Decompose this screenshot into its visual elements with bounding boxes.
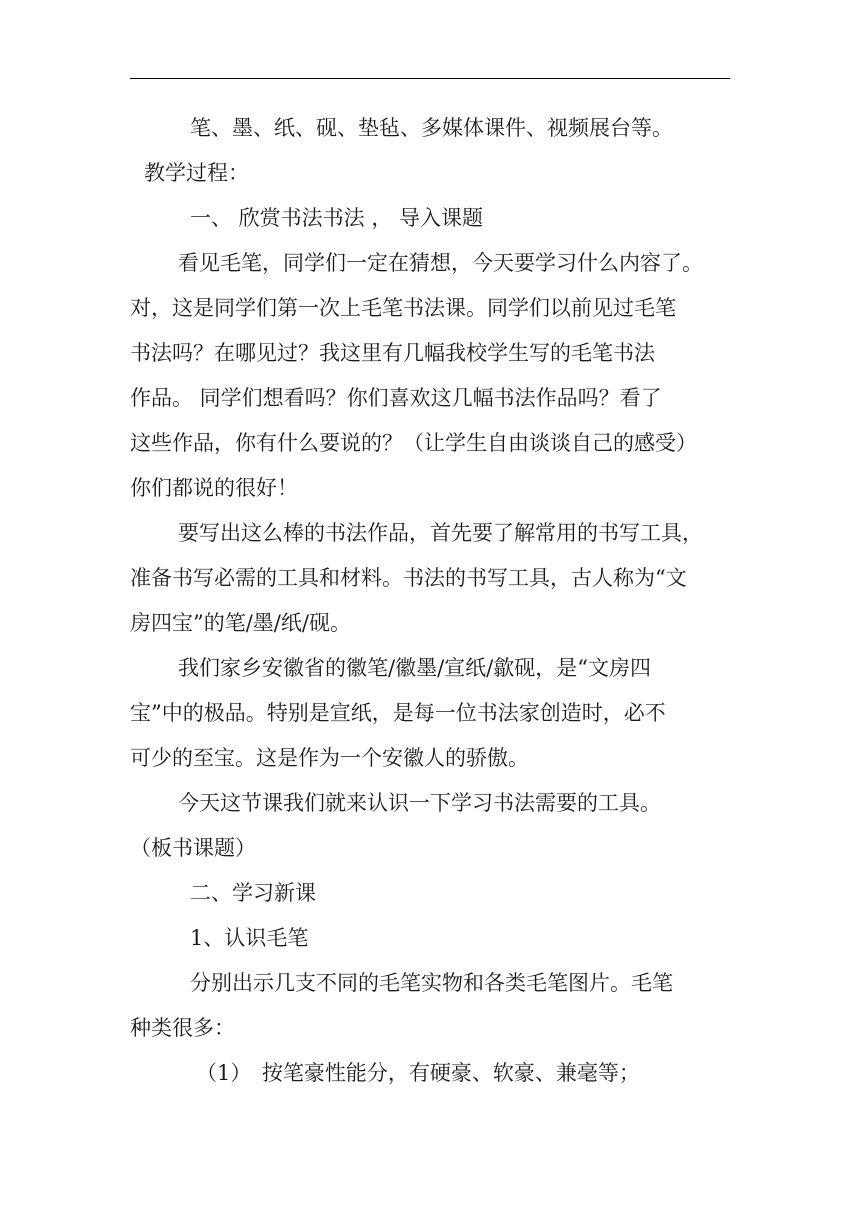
paragraph-line: 作品。 同学们想看吗？你们喜欢这几幅书法作品吗？看了 <box>130 386 662 410</box>
paragraph-line: 我们家乡安徽省的徽笔/徽墨/宣纸/歙砚，是“文房四 <box>178 656 651 680</box>
paragraph-line: 这些作品，你有什么要说的？（让学生自由谈谈自己的感受） <box>130 431 697 455</box>
paragraph-line: 种类很多： <box>130 1016 235 1040</box>
paragraph-line: 房四宝”的笔/墨/纸/砚。 <box>130 611 351 635</box>
paragraph-line: 宝”中的极品。特别是宣纸，是每一位书法家创造时，必不 <box>130 701 666 725</box>
subsection-heading-brush: 1、认识毛笔 <box>190 926 309 950</box>
paragraph-line: 可少的至宝。这是作为一个安徽人的骄傲。 <box>130 746 529 770</box>
materials-line: 笔、墨、纸、砚、垫毡、多媒体课件、视频展台等。 <box>190 116 673 140</box>
paragraph-line: 你们都说的很好！ <box>130 476 298 500</box>
paragraph-line: 要写出这么棒的书法作品，首先要了解常用的书写工具， <box>178 521 703 545</box>
paragraph-line: 今天这节课我们就来认识一下学习书法需要的工具。 <box>178 791 661 815</box>
paragraph-line: 对，这是同学们第一次上毛笔书法课。同学们以前见过毛笔 <box>130 296 676 320</box>
paragraph-line: 准备书写必需的工具和材料。书法的书写工具，古人称为“文 <box>130 566 687 590</box>
paragraph-line: （板书课题） <box>130 836 256 860</box>
paragraph-line: 看见毛笔，同学们一定在猜想，今天要学习什么内容了。 <box>178 251 703 275</box>
section-heading-appreciate: 一、 欣赏书法书法 ， 导入课题 <box>190 206 484 230</box>
section-heading-teaching-process: 教学过程： <box>144 161 249 185</box>
list-item: （1） 按笔豪性能分，有硬豪、软豪、兼毫等； <box>196 1061 640 1085</box>
paragraph-line: 分别出示几支不同的毛笔实物和各类毛笔图片。毛笔 <box>190 971 673 995</box>
header-rule <box>130 78 730 79</box>
section-heading-new-lesson: 二、学习新课 <box>190 881 316 905</box>
paragraph-line: 书法吗？在哪见过？我这里有几幅我校学生写的毛笔书法 <box>130 341 655 365</box>
